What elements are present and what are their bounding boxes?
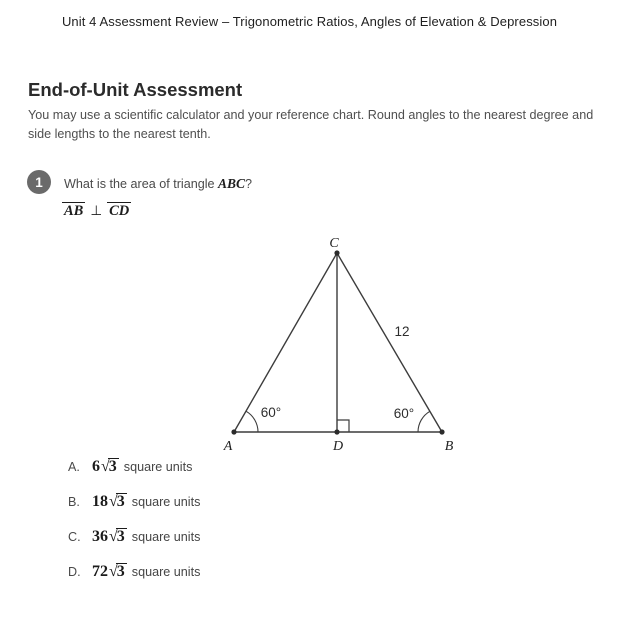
question-number-badge <box>27 170 51 194</box>
choice-b-letter: B. <box>68 495 80 509</box>
question-prompt <box>64 176 252 192</box>
given-statement <box>62 202 131 220</box>
vertex-label-a: A <box>223 439 233 454</box>
angle-label-b: 60° <box>393 406 415 421</box>
vertex-label-d: D <box>332 439 344 454</box>
choice-c-letter: C. <box>68 530 81 544</box>
vertex-dot-a <box>231 429 236 434</box>
vertex-label-b: B <box>444 439 454 454</box>
choice-a-units: square units <box>123 460 193 474</box>
instructions-text: You may use a scientific calculator and your reference chart. Round angles to the nearest degree and side lengths to the nearest tenth. <box>28 108 594 141</box>
choice-c <box>68 528 388 563</box>
choice-c-units: square units <box>131 530 201 544</box>
choice-b-units: square units <box>131 495 201 509</box>
document-title: Unit 4 Assessment Review – Trigonometric Ratios, Angles of Elevation & Depression <box>61 14 558 29</box>
radical-icon: √ <box>109 563 118 580</box>
choice-d-units: square units <box>131 565 201 579</box>
segment-cd: CD <box>109 203 130 219</box>
vertex-label-c: C <box>329 236 339 251</box>
perpendicular-symbol: ⊥ <box>90 203 103 218</box>
triangle-diagram <box>210 230 470 455</box>
choice-b <box>68 493 388 528</box>
vertex-dot-b <box>439 429 444 434</box>
radical-icon: √ <box>101 458 110 475</box>
question-prompt-suffix: ? <box>245 177 253 191</box>
side-bc <box>337 253 442 432</box>
question-prompt-prefix: What is the area of triangle <box>64 177 219 191</box>
question-number: 1 <box>35 174 43 190</box>
side-length-label: 12 <box>394 324 410 339</box>
side-ac <box>234 253 337 432</box>
choice-a-letter: A. <box>68 460 80 474</box>
choice-c-value: 36√3 <box>92 528 125 545</box>
radical-icon: √ <box>109 493 118 510</box>
choice-a <box>68 458 388 493</box>
angle-label-a: 60° <box>260 405 282 420</box>
triangle-name: ABC <box>218 176 246 191</box>
choice-a-value: 6√3 <box>92 458 117 475</box>
choice-d <box>68 563 388 598</box>
choice-b-value: 18√3 <box>92 493 125 510</box>
segment-ab: AB <box>64 203 84 219</box>
angle-arc-b <box>418 411 430 432</box>
answer-choices <box>68 458 388 598</box>
vertex-dot-c <box>334 250 339 255</box>
angle-arc-a <box>246 411 258 432</box>
choice-d-letter: D. <box>68 565 81 579</box>
choice-d-value: 72√3 <box>92 563 125 580</box>
radical-icon: √ <box>109 528 118 545</box>
vertex-dot-d <box>334 429 339 434</box>
section-heading: End-of-Unit Assessment <box>28 79 243 100</box>
